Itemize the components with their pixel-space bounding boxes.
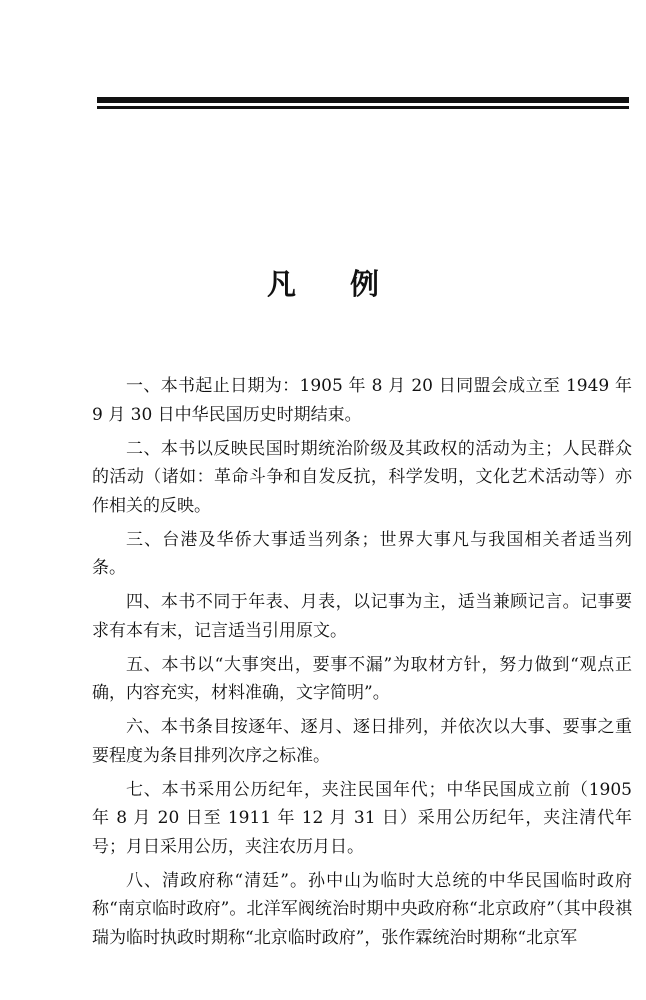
paragraph-5: 五、本书以“大事突出，要事不漏”为取材方针，努力做到“观点正确，内容充实，材料准确，文字简明”。 — [92, 654, 632, 703]
paragraph-6: 六、本书条目按逐年、逐月、逐日排列，并依次以大事、要事之重要程度为条目排列次序之标准。 — [92, 717, 632, 766]
body-text — [92, 372, 632, 958]
paragraph-4: 四、本书不同于年表、月表，以记事为主，适当兼顾记言。记事要求有本有末，记言适当引用原文。 — [92, 592, 632, 641]
header-rule-thick-line — [97, 97, 629, 103]
page-title: 凡 例 — [266, 267, 402, 301]
paragraph-8: 八、清政府称“清廷”。孙中山为临时大总统的中华民国临时政府称“南京临时政府”。北洋军阀统治时期中央政府称“北京政府”（其中段祺瑞为临时执政时期称“北京临时政府”，张作霖统治时期称“北京军 — [92, 870, 632, 948]
paragraph-1: 一、本书起止日期为：1905 年 8 月 20 日同盟会成立至 1949 年 9 月 30 日中华民国历史时期结束。 — [92, 376, 632, 425]
paragraph-7: 七、本书采用公历纪年，夹注民国年代；中华民国成立前（1905 年 8 月 20 日至 1911 年 12 月 31 日）采用公历纪年，夹注清代年号；月日采用公历，夹注农历月日。 — [92, 779, 632, 857]
paragraph-3: 三、台港及华侨大事适当列条；世界大事凡与我国相关者适当列条。 — [92, 529, 632, 578]
header-rule-thin-line — [97, 106, 629, 109]
header-rule — [97, 97, 629, 111]
paragraph-2: 二、本书以反映民国时期统治阶级及其政权的活动为主；人民群众的活动（诸如：革命斗争和自发反抗，科学发明，文化艺术活动等）亦作相关的反映。 — [92, 438, 632, 516]
